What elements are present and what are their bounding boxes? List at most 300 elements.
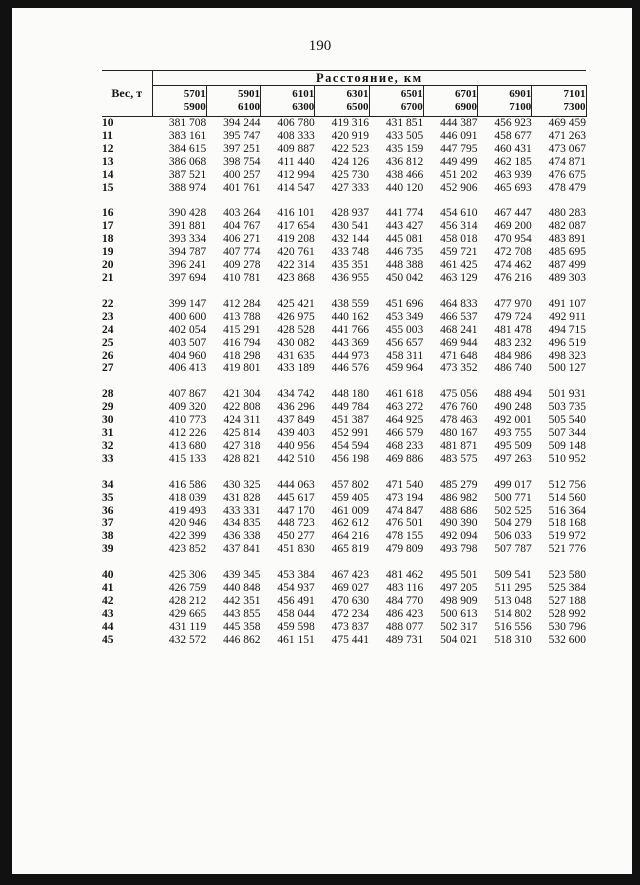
rate-cell: 394 244 — [223, 117, 261, 129]
rate-cell: 478 463 — [440, 414, 478, 427]
rate-cell: 438 559 — [331, 297, 369, 310]
rate-cell: 484 986 — [494, 349, 532, 362]
rate-cell: 396 241 — [168, 259, 207, 272]
weight-cell: 34 — [102, 478, 114, 491]
rate-cell: 478 479 — [548, 181, 587, 194]
rate-cell: 432 572 — [168, 633, 207, 646]
rate-cell: 493 798 — [440, 543, 478, 556]
rate-cell: 501 931 — [548, 388, 587, 401]
table-row — [102, 505, 586, 518]
rate-cell: 495 509 — [494, 439, 532, 452]
rate-cell: 440 120 — [385, 181, 424, 194]
rate-cell: 483 116 — [386, 582, 424, 595]
distance-range-header — [532, 86, 586, 117]
rate-cell: 532 600 — [548, 633, 587, 646]
table-row — [102, 350, 586, 363]
weight-cell: 11 — [102, 129, 113, 142]
rate-cell: 519 972 — [548, 530, 587, 543]
rate-cell: 435 351 — [331, 259, 369, 272]
rate-cell: 409 887 — [277, 142, 315, 155]
range-from: 5701 — [183, 88, 206, 100]
rate-cell: 444 387 — [440, 117, 478, 129]
rate-cell: 428 528 — [277, 323, 315, 336]
weight-cell: 41 — [102, 582, 114, 595]
rate-cell: 437 841 — [223, 543, 261, 556]
rate-cell: 483 232 — [494, 336, 532, 349]
rate-cell: 468 241 — [440, 323, 478, 336]
rate-cell: 386 068 — [168, 155, 207, 168]
weight-cell: 32 — [102, 439, 114, 452]
rate-cell: 499 017 — [494, 478, 532, 491]
rate-cell: 502 525 — [494, 504, 532, 517]
weight-cell: 20 — [102, 259, 114, 272]
rate-cell: 486 740 — [494, 362, 532, 375]
distance-range-header — [152, 86, 206, 117]
table-row — [102, 582, 586, 595]
rate-cell: 492 001 — [494, 414, 532, 427]
table-row — [102, 156, 586, 169]
weight-cell: 23 — [102, 310, 114, 323]
table-row — [102, 530, 586, 543]
range-to: 6500 — [346, 101, 369, 113]
table-row — [102, 169, 586, 182]
table-row — [102, 324, 586, 337]
rate-cell: 393 334 — [168, 233, 207, 246]
rate-cell: 475 441 — [331, 633, 369, 646]
weight-cell: 43 — [102, 607, 114, 620]
rate-cell: 472 234 — [331, 607, 369, 620]
group-spacer — [102, 375, 586, 388]
rate-cell: 518 168 — [548, 517, 587, 530]
rate-cell: 431 828 — [223, 491, 261, 504]
rate-cell: 470 630 — [331, 595, 369, 607]
range-from: 6701 — [455, 88, 477, 100]
rate-cell: 456 314 — [440, 220, 478, 233]
rate-cell: 497 205 — [440, 582, 478, 595]
rate-cell: 510 952 — [548, 452, 587, 465]
rate-cell: 463 939 — [494, 168, 532, 181]
rate-cell: 488 077 — [385, 620, 424, 633]
rate-cell: 444 063 — [277, 478, 315, 491]
rate-cell: 440 162 — [331, 310, 369, 323]
rate-cell: 427 333 — [331, 181, 369, 194]
rate-cell: 383 161 — [168, 129, 207, 142]
rate-cell: 420 761 — [277, 246, 315, 259]
rate-cell: 451 387 — [331, 414, 369, 427]
table-row — [102, 427, 586, 440]
table-row — [102, 272, 586, 285]
rate-cell: 509 541 — [494, 569, 532, 582]
weight-cell: 26 — [102, 349, 114, 362]
rate-cell: 487 499 — [548, 259, 587, 272]
distance-header: Расстояние, км — [152, 71, 586, 86]
rate-cell: 458 018 — [440, 233, 478, 246]
rate-cell: 429 665 — [168, 607, 207, 620]
table-row — [102, 621, 586, 634]
rate-cell: 419 801 — [223, 362, 261, 375]
rate-cell: 416 586 — [168, 478, 207, 491]
rate-cell: 472 708 — [494, 246, 532, 259]
rate-cell: 483 575 — [440, 452, 478, 465]
weight-cell: 17 — [102, 220, 114, 233]
rate-cell: 495 501 — [440, 569, 478, 582]
weight-cell: 42 — [102, 595, 114, 607]
rate-cell: 413 680 — [168, 439, 207, 452]
rate-cell: 507 344 — [548, 427, 587, 440]
rate-cell: 416 794 — [223, 336, 261, 349]
range-from: 6101 — [292, 88, 315, 100]
rate-cell: 471 263 — [548, 129, 587, 142]
rate-cell: 443 427 — [385, 220, 424, 233]
table-row — [102, 543, 586, 556]
rate-cell: 394 787 — [168, 246, 207, 259]
rate-cell: 412 226 — [168, 427, 207, 440]
rate-cell: 467 423 — [331, 569, 369, 582]
rate-cell: 437 849 — [277, 414, 315, 427]
rate-cell: 446 735 — [385, 246, 424, 259]
rate-cell: 476 760 — [440, 401, 478, 414]
table-row — [102, 362, 586, 375]
rate-cell: 523 580 — [548, 569, 587, 582]
rate-cell: 447 170 — [277, 504, 315, 517]
group-spacer — [102, 556, 586, 569]
rate-cell: 432 144 — [331, 233, 369, 246]
weight-cell: 12 — [102, 142, 114, 155]
rate-cell: 448 388 — [385, 259, 424, 272]
rate-cell: 497 263 — [494, 452, 532, 465]
rate-cell: 498 323 — [548, 349, 587, 362]
rate-cell: 465 819 — [331, 543, 369, 556]
rate-cell: 478 155 — [385, 530, 424, 543]
weight-cell: 14 — [102, 168, 114, 181]
rate-cell: 456 198 — [331, 452, 369, 465]
rate-cell: 474 871 — [548, 155, 587, 168]
table-row — [102, 311, 586, 324]
rate-cell: 480 167 — [440, 427, 478, 440]
rate-cell: 412 284 — [223, 297, 261, 310]
rate-cell: 417 654 — [277, 220, 315, 233]
rate-cell: 490 390 — [440, 517, 478, 530]
table-row — [102, 479, 586, 492]
rate-cell: 504 279 — [494, 517, 532, 530]
rate-cell: 440 956 — [277, 439, 315, 452]
rate-cell: 530 796 — [548, 620, 587, 633]
rate-cell: 443 369 — [331, 336, 369, 349]
rate-cell: 420 946 — [168, 517, 207, 530]
rate-cell: 466 537 — [440, 310, 478, 323]
rate-cell: 485 279 — [440, 478, 478, 491]
table-row — [102, 143, 586, 156]
rate-cell: 464 216 — [331, 530, 369, 543]
table-row — [102, 608, 586, 621]
rate-cell: 439 345 — [223, 569, 261, 582]
table-row — [102, 117, 586, 130]
rate-cell: 433 505 — [385, 129, 424, 142]
rate-cell: 452 991 — [331, 427, 369, 440]
rate-cell: 446 862 — [223, 633, 261, 646]
rate-cell: 471 648 — [440, 349, 478, 362]
rate-cell: 525 384 — [548, 582, 587, 595]
rate-cell: 436 296 — [277, 401, 315, 414]
rate-cell: 502 317 — [440, 620, 478, 633]
rate-cell: 513 048 — [494, 595, 532, 607]
rate-cell: 436 955 — [331, 271, 369, 284]
weight-cell: 16 — [102, 207, 114, 220]
rate-cell: 406 413 — [168, 362, 207, 375]
rate-cell: 445 358 — [223, 620, 261, 633]
weight-cell: 27 — [102, 362, 114, 375]
rate-cell: 516 556 — [494, 620, 532, 633]
weight-cell: 10 — [102, 117, 114, 129]
range-to: 6300 — [292, 101, 315, 113]
rate-cell: 415 133 — [168, 452, 207, 465]
rate-cell: 406 271 — [223, 233, 261, 246]
table-row — [102, 414, 586, 427]
rate-cell: 397 694 — [168, 271, 207, 284]
range-to: 7300 — [563, 101, 586, 113]
rate-cell: 421 304 — [223, 388, 261, 401]
rate-cell: 400 600 — [168, 310, 207, 323]
rate-cell: 412 994 — [277, 168, 315, 181]
weight-cell: 39 — [102, 543, 114, 556]
distance-range-header — [423, 86, 477, 117]
rate-cell: 409 320 — [168, 401, 207, 414]
weight-cell: 18 — [102, 233, 114, 246]
rate-cell: 428 937 — [331, 207, 369, 220]
weight-cell: 35 — [102, 491, 114, 504]
rate-cell: 395 747 — [223, 129, 261, 142]
rate-cell: 409 278 — [223, 259, 261, 272]
rate-cell: 469 886 — [385, 452, 424, 465]
table-row — [102, 517, 586, 530]
rate-cell: 410 781 — [223, 271, 261, 284]
rate-cell: 461 425 — [440, 259, 478, 272]
rate-cell: 391 881 — [168, 220, 207, 233]
table-row — [102, 182, 586, 195]
rate-cell: 475 056 — [440, 388, 478, 401]
rate-cell: 492 911 — [549, 310, 587, 323]
rate-cell: 403 507 — [168, 336, 207, 349]
weight-cell: 30 — [102, 414, 114, 427]
rate-cell: 483 891 — [548, 233, 587, 246]
page-number: 190 — [308, 38, 332, 54]
rate-cell: 434 742 — [277, 388, 315, 401]
table-row — [102, 388, 586, 401]
range-from: 5901 — [238, 88, 260, 100]
rate-cell: 418 298 — [223, 349, 261, 362]
rate-cell: 482 087 — [548, 220, 587, 233]
rate-cell: 476 675 — [548, 168, 587, 181]
rate-cell: 458 044 — [277, 607, 315, 620]
weight-cell: 29 — [102, 401, 114, 414]
rate-cell: 430 325 — [223, 478, 261, 491]
rate-cell: 447 795 — [440, 142, 478, 155]
table-row — [102, 246, 586, 259]
rate-cell: 490 248 — [494, 401, 532, 414]
rate-cell: 491 107 — [548, 297, 587, 310]
rate-cell: 419 208 — [277, 233, 315, 246]
distance-range-header — [478, 86, 532, 117]
rate-cell: 454 594 — [331, 439, 369, 452]
rate-cell: 451 830 — [277, 543, 315, 556]
rate-cell: 481 462 — [385, 569, 424, 582]
rate-cell: 402 054 — [168, 323, 207, 336]
rate-cell: 450 042 — [385, 271, 424, 284]
weight-cell: 15 — [102, 181, 114, 194]
rate-cell: 464 925 — [385, 414, 424, 427]
rate-cell: 500 127 — [548, 362, 587, 375]
rate-cell: 388 974 — [168, 181, 207, 194]
weight-cell: 22 — [102, 297, 114, 310]
range-from: 6301 — [346, 88, 369, 100]
rate-cell: 427 318 — [223, 439, 261, 452]
rate-cell: 426 759 — [168, 582, 207, 595]
rate-cell: 473 352 — [440, 362, 478, 375]
rate-cell: 518 310 — [494, 633, 532, 646]
range-to: 5900 — [183, 101, 206, 113]
distance-range-header — [369, 86, 423, 117]
rate-cell: 425 814 — [223, 427, 261, 440]
rate-cell: 387 521 — [168, 168, 207, 181]
rate-cell: 498 909 — [440, 595, 478, 607]
rate-cell: 445 081 — [385, 233, 424, 246]
rate-cell: 430 082 — [277, 336, 315, 349]
weight-cell: 45 — [102, 633, 114, 646]
rate-cell: 428 821 — [223, 452, 261, 465]
rate-cell: 493 755 — [494, 427, 532, 440]
rate-cell: 436 812 — [385, 155, 424, 168]
rate-cell: 415 291 — [223, 323, 261, 336]
rate-cell: 422 399 — [168, 530, 207, 543]
rate-cell: 500 771 — [494, 491, 532, 504]
table-row — [102, 440, 586, 453]
table-row — [102, 298, 586, 311]
range-from: 6501 — [400, 88, 423, 100]
weight-cell: 33 — [102, 452, 114, 465]
table-row — [102, 492, 586, 505]
rate-cell: 404 767 — [223, 220, 261, 233]
weight-cell: 25 — [102, 336, 114, 349]
rate-cell: 438 466 — [385, 168, 424, 181]
rate-cell: 466 579 — [385, 427, 424, 440]
rate-cell: 462 612 — [331, 517, 369, 530]
rate-cell: 459 721 — [440, 246, 478, 259]
rate-cell: 505 540 — [548, 414, 587, 427]
rate-cell: 474 462 — [494, 259, 532, 272]
rate-cell: 452 906 — [440, 181, 478, 194]
rate-cell: 486 423 — [385, 607, 424, 620]
rate-cell: 481 871 — [440, 439, 478, 452]
rate-cell: 423 852 — [168, 543, 207, 556]
rate-cell: 461 009 — [331, 504, 369, 517]
rate-cell: 489 731 — [385, 633, 424, 646]
rate-cell: 408 333 — [277, 129, 315, 142]
rate-cell: 470 954 — [494, 233, 532, 246]
rate-cell: 494 715 — [548, 323, 587, 336]
rate-cell: 506 033 — [494, 530, 532, 543]
rate-cell: 485 695 — [548, 246, 587, 259]
distance-range-header — [315, 86, 369, 117]
rate-cell: 511 295 — [494, 582, 532, 595]
rate-cell: 426 975 — [277, 310, 315, 323]
weight-cell: 38 — [102, 530, 114, 543]
rate-cell: 473 067 — [548, 142, 587, 155]
rate-cell: 419 493 — [168, 504, 207, 517]
rate-cell: 488 686 — [440, 504, 478, 517]
rate-cell: 441 766 — [331, 323, 369, 336]
table-row — [102, 569, 586, 582]
rate-cell: 433 748 — [331, 246, 369, 259]
group-spacer — [102, 466, 586, 479]
rate-cell: 441 774 — [385, 207, 424, 220]
rate-cell: 431 119 — [169, 620, 207, 633]
rate-cell: 504 021 — [440, 633, 478, 646]
rate-cell: 425 306 — [168, 569, 207, 582]
rate-cell: 461 618 — [385, 388, 424, 401]
rate-cell: 453 349 — [385, 310, 424, 323]
rate-cell: 444 973 — [331, 349, 369, 362]
rate-cell: 433 331 — [223, 504, 261, 517]
rate-cell: 503 735 — [548, 401, 587, 414]
rate-cell: 476 501 — [385, 517, 424, 530]
rate-cell: 455 003 — [385, 323, 424, 336]
rate-cell: 527 188 — [548, 595, 587, 607]
weight-cell: 37 — [102, 517, 114, 530]
rate-cell: 440 848 — [223, 582, 261, 595]
rate-cell: 488 494 — [494, 388, 532, 401]
weight-cell: 28 — [102, 388, 114, 401]
rate-cell: 514 560 — [548, 491, 587, 504]
rate-cell: 489 303 — [548, 271, 587, 284]
table-row — [102, 401, 586, 414]
freight-rate-table — [102, 70, 587, 647]
rate-cell: 467 447 — [494, 207, 532, 220]
rate-cell: 474 847 — [385, 504, 424, 517]
rate-cell: 486 982 — [440, 491, 478, 504]
rate-cell: 453 384 — [277, 569, 315, 582]
rate-cell: 399 147 — [168, 297, 207, 310]
rate-cell: 507 787 — [494, 543, 532, 556]
rate-cell: 516 364 — [548, 504, 587, 517]
rate-cell: 416 101 — [277, 207, 315, 220]
table-row — [102, 233, 586, 246]
rate-cell: 448 180 — [331, 388, 369, 401]
weight-cell: 31 — [102, 427, 114, 440]
rate-cell: 422 523 — [331, 142, 369, 155]
rate-cell: 465 693 — [494, 181, 532, 194]
rate-cell: 473 194 — [385, 491, 424, 504]
rate-cell: 500 613 — [440, 607, 478, 620]
table-row — [102, 634, 586, 647]
rate-cell: 471 540 — [385, 478, 424, 491]
table-row — [102, 337, 586, 350]
rate-cell: 448 723 — [277, 517, 315, 530]
table-row — [102, 220, 586, 233]
rate-cell: 404 960 — [168, 349, 207, 362]
rate-cell: 400 257 — [223, 168, 261, 181]
rate-cell: 422 314 — [277, 259, 315, 272]
rate-cell: 458 677 — [494, 129, 532, 142]
rate-cell: 480 283 — [548, 207, 587, 220]
distance-range-row — [102, 86, 586, 117]
rate-cell: 449 784 — [331, 401, 369, 414]
weight-cell: 24 — [102, 323, 114, 336]
table-row — [102, 595, 586, 608]
rate-cell: 411 440 — [277, 155, 315, 168]
rate-cell: 413 788 — [223, 310, 261, 323]
range-to: 7100 — [509, 101, 532, 113]
rate-cell: 384 615 — [168, 142, 207, 155]
